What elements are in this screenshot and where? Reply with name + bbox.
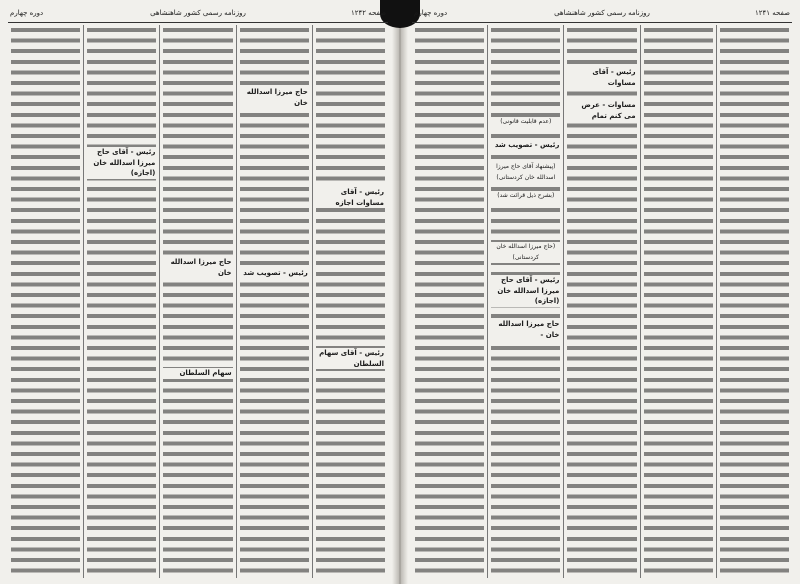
column-1 [312,25,388,578]
section-heading: حاج میرزا اسدالله خان [163,257,232,278]
section-heading: رئیس - آقای حاج میرزا اسدالله خان (اجازه) [87,147,156,179]
column-2 [236,25,312,578]
header-rule [412,22,792,23]
volume-label: دوره چهارم [10,9,44,17]
left-page [0,0,396,584]
column-2 [640,25,716,578]
parenthetical-note: (حاج میرزا اسدالله خان کردستانی) [491,242,560,263]
newspaper-title: روزنامه رسمی کشور شاهنشاهی [554,9,650,17]
page-header [10,9,386,21]
column-1 [716,25,792,578]
newspaper-title: روزنامه رسمی کشور شاهنشاهی [150,9,246,17]
column-3 [563,25,639,578]
text-columns [8,25,388,578]
section-heading: رئیس - تصویب شد [491,140,560,151]
section-heading: حاج میرزا اسدالله خان [240,87,309,108]
volume-label: دوره چهارم [414,9,448,17]
section-heading: رئیس - آقای حاج میرزا اسدالله خان (اجازه) [491,275,560,307]
section-heading: رئیس - آقای مساوات اجازه [316,187,385,208]
section-heading: رئیس - آقای سهام السلطان [316,348,385,369]
header-rule [8,22,388,23]
column-4 [83,25,159,578]
column-3 [159,25,235,578]
section-heading: مساوات - عرض می کنم تمام [567,100,636,121]
column-5 [8,25,83,578]
parenthetical-note: (پیشنهاد آقای حاج میرزا اسدالله خان کردستانی) [491,162,560,183]
right-page [404,0,800,584]
parenthetical-note: (بشرح ذیل قرائت شد) [491,191,560,202]
column-4 [487,25,563,578]
page-number: صفحه ۱۲۴۲ [350,9,386,17]
page-header [414,9,790,21]
column-5 [412,25,487,578]
page-number: صفحه ۱۲۴۱ [754,9,790,17]
section-heading: رئیس - تصویب شد [240,268,309,279]
parenthetical-note: (عدم قابلیت قانونی) [491,117,560,128]
section-heading: رئیس - آقای مساوات [567,67,636,88]
section-heading: سهام السلطان [163,368,232,379]
text-columns [412,25,792,578]
section-heading: حاج میرزا اسدالله خان - [491,319,560,340]
